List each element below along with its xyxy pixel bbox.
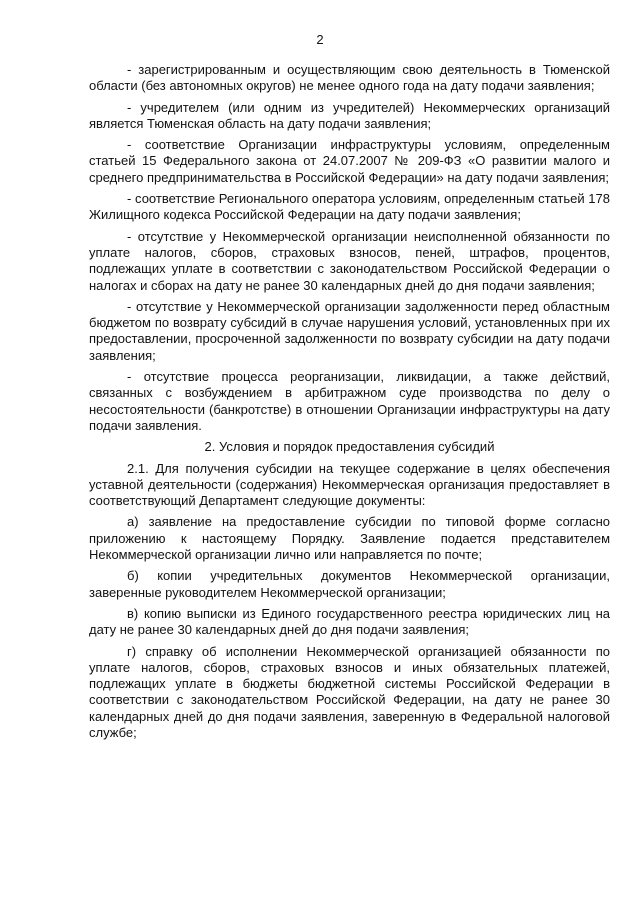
- paragraph-no-tax-debt: - отсутствие у Некоммерческой организации неисполненной обязанности по уплате налогов, сборов, страховых взносов, пеней, штрафов, процентов, подлежащих уплате в соответствии с законодательством Российской Федерации о налогах и сборах на дату не ранее 30 календарных дней до дня подачи заявления;: [89, 228, 610, 293]
- paragraph-item-v: в) копию выписки из Единого государственного реестра юридических лиц на дату не ранее 30 календарных дней до дня подачи заявления;: [89, 605, 610, 638]
- paragraph-no-budget-debt: - отсутствие у Некоммерческой организации задолженности перед областным бюджетом по возврату субсидий в случае нарушения условий, установленных при их предоставлении, просроченной задолженности по возврату субсидии на дату подачи заявления;: [89, 298, 610, 363]
- paragraph-founder: - учредителем (или одним из учредителей) Некоммерческих организаций является Тюменская область на дату подачи заявления;: [89, 99, 610, 131]
- paragraph-regional-operator: - соответствие Регионального оператора условиям, определенным статьей 178 Жилищного кодекса Российской Федерации на дату подачи заявления;: [89, 191, 610, 223]
- paragraph-item-b: б) копии учредительных документов Некоммерческой организации, заверенные руководителем Некоммерческой организации;: [89, 568, 610, 600]
- paragraph-infrastructure-compliance: - соответствие Организации инфраструктуры условиям, определенным статьей 15 Федерального закона от 24.07.2007 № 209-ФЗ «О развитии малого и среднего предпринимательства в Российской Федерации» на дату подачи заявления;: [89, 137, 610, 185]
- section-heading: 2. Условия и порядок предоставления субсидий: [204, 439, 495, 455]
- paragraph-registration: - зарегистрированным и осуществляющим свою деятельность в Тюменской области (без автономных округов) не менее одного года на дату подачи заявления;: [89, 62, 610, 94]
- paragraph-2-1: 2.1. Для получения субсидии на текущее содержание в целях обеспечения уставной деятельности (содержания) Некоммерческая организация предоставляет в соответствующий Департамент следующие документы:: [89, 460, 610, 509]
- paragraph-item-a: а) заявление на предоставление субсидии по типовой форме согласно приложению к настоящему Порядку. Заявление подается представителем Некоммерческой организации лично или направляется по почте;: [89, 514, 610, 563]
- paragraph-no-reorganization: - отсутствие процесса реорганизации, ликвидации, а также действий, связанных с возбуждением в арбитражном суде производства по делу о несостоятельности (банкротстве) в отношении Организации инфраструктуры на дату подачи заявления.: [89, 369, 610, 433]
- document-body: [89, 62, 610, 746]
- page-number: 2: [316, 32, 324, 47]
- paragraph-item-g: г) справку об исполнении Некоммерческой организацией обязанности по уплате налогов, сборов, страховых взносов и иных обязательных платежей, подлежащих уплате в бюджеты бюджетной системы Российской Федерации в соответствии с законодательством Российской Федерации, на дату не ранее 30 календарных дней до дня подачи заявления, заверенную в Федеральной налоговой службе;: [89, 643, 610, 740]
